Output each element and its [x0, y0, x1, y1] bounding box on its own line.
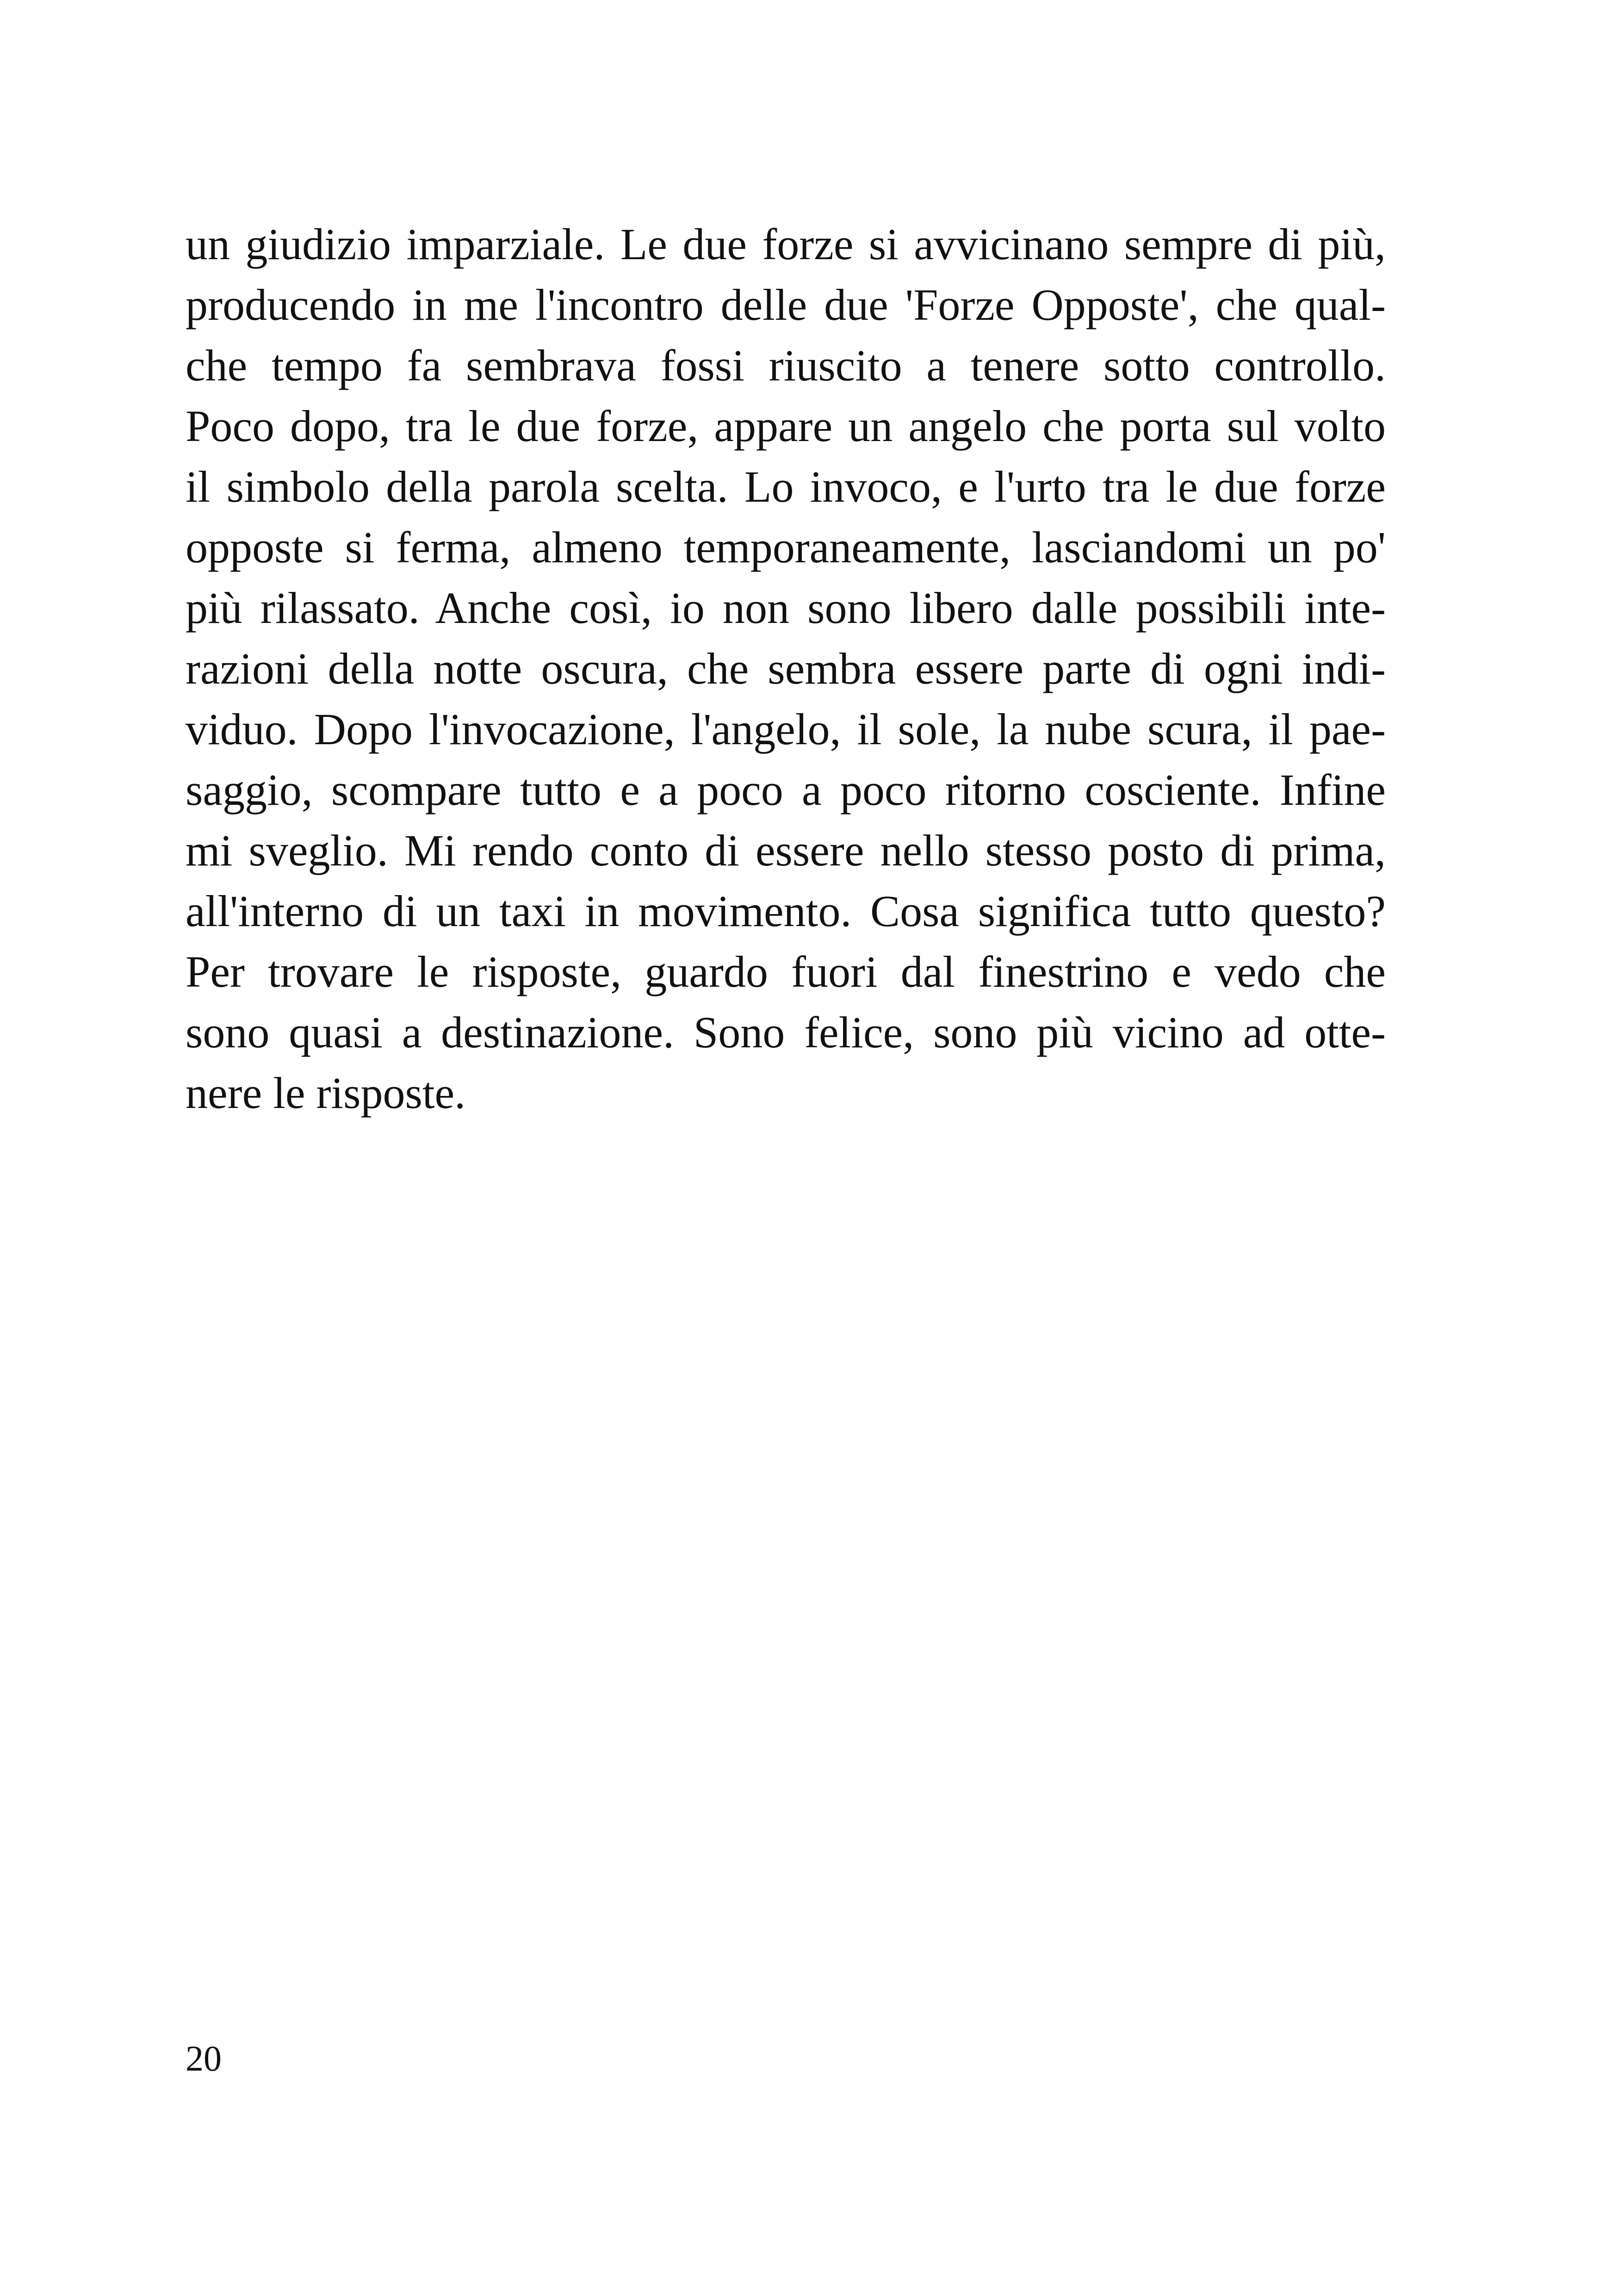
- text-line-2: producendo in me l'incontro delle due 'Forze Opposte', che qual-: [186, 280, 1386, 330]
- text-line-9: viduo. Dopo l'invocazione, l'angelo, il sole, la nube scura, il pae-: [186, 704, 1386, 754]
- text-line-12: all'interno di un taxi in movimento. Cosa significa tutto questo?: [186, 886, 1386, 936]
- text-line-1: un giudizio imparziale. Le due forze si avvicinano sempre di più,: [186, 219, 1386, 269]
- text-line-5: il simbolo della parola scelta. Lo invoco, e l'urto tra le due forze: [186, 462, 1386, 511]
- text-line-8: razioni della notte oscura, che sembra essere parte di ogni indi-: [186, 644, 1386, 693]
- text-line-13: Per trovare le risposte, guardo fuori dal finestrino e vedo che: [186, 947, 1386, 996]
- text-line-7: più rilassato. Anche così, io non sono libero dalle possibili inte-: [186, 583, 1386, 633]
- page-number: 20: [186, 2038, 222, 2078]
- text-line-3: che tempo fa sembrava fossi riuscito a tenere sotto controllo.: [186, 341, 1386, 390]
- text-line-4: Poco dopo, tra le due forze, appare un angelo che porta sul volto: [186, 401, 1386, 451]
- text-line-11: mi sveglio. Mi rendo conto di essere nello stesso posto di prima,: [186, 826, 1386, 875]
- text-line-6: opposte si ferma, almeno temporaneamente, lasciandomi un po': [186, 523, 1386, 572]
- text-line-10: saggio, scompare tutto e a poco a poco ritorno cosciente. Infine: [186, 765, 1386, 815]
- text-line-14: sono quasi a destinazione. Sono felice, sono più vicino ad otte-: [186, 1008, 1386, 1057]
- body-text: [186, 214, 1386, 1123]
- text-line-15: nere le risposte.: [186, 1068, 466, 1118]
